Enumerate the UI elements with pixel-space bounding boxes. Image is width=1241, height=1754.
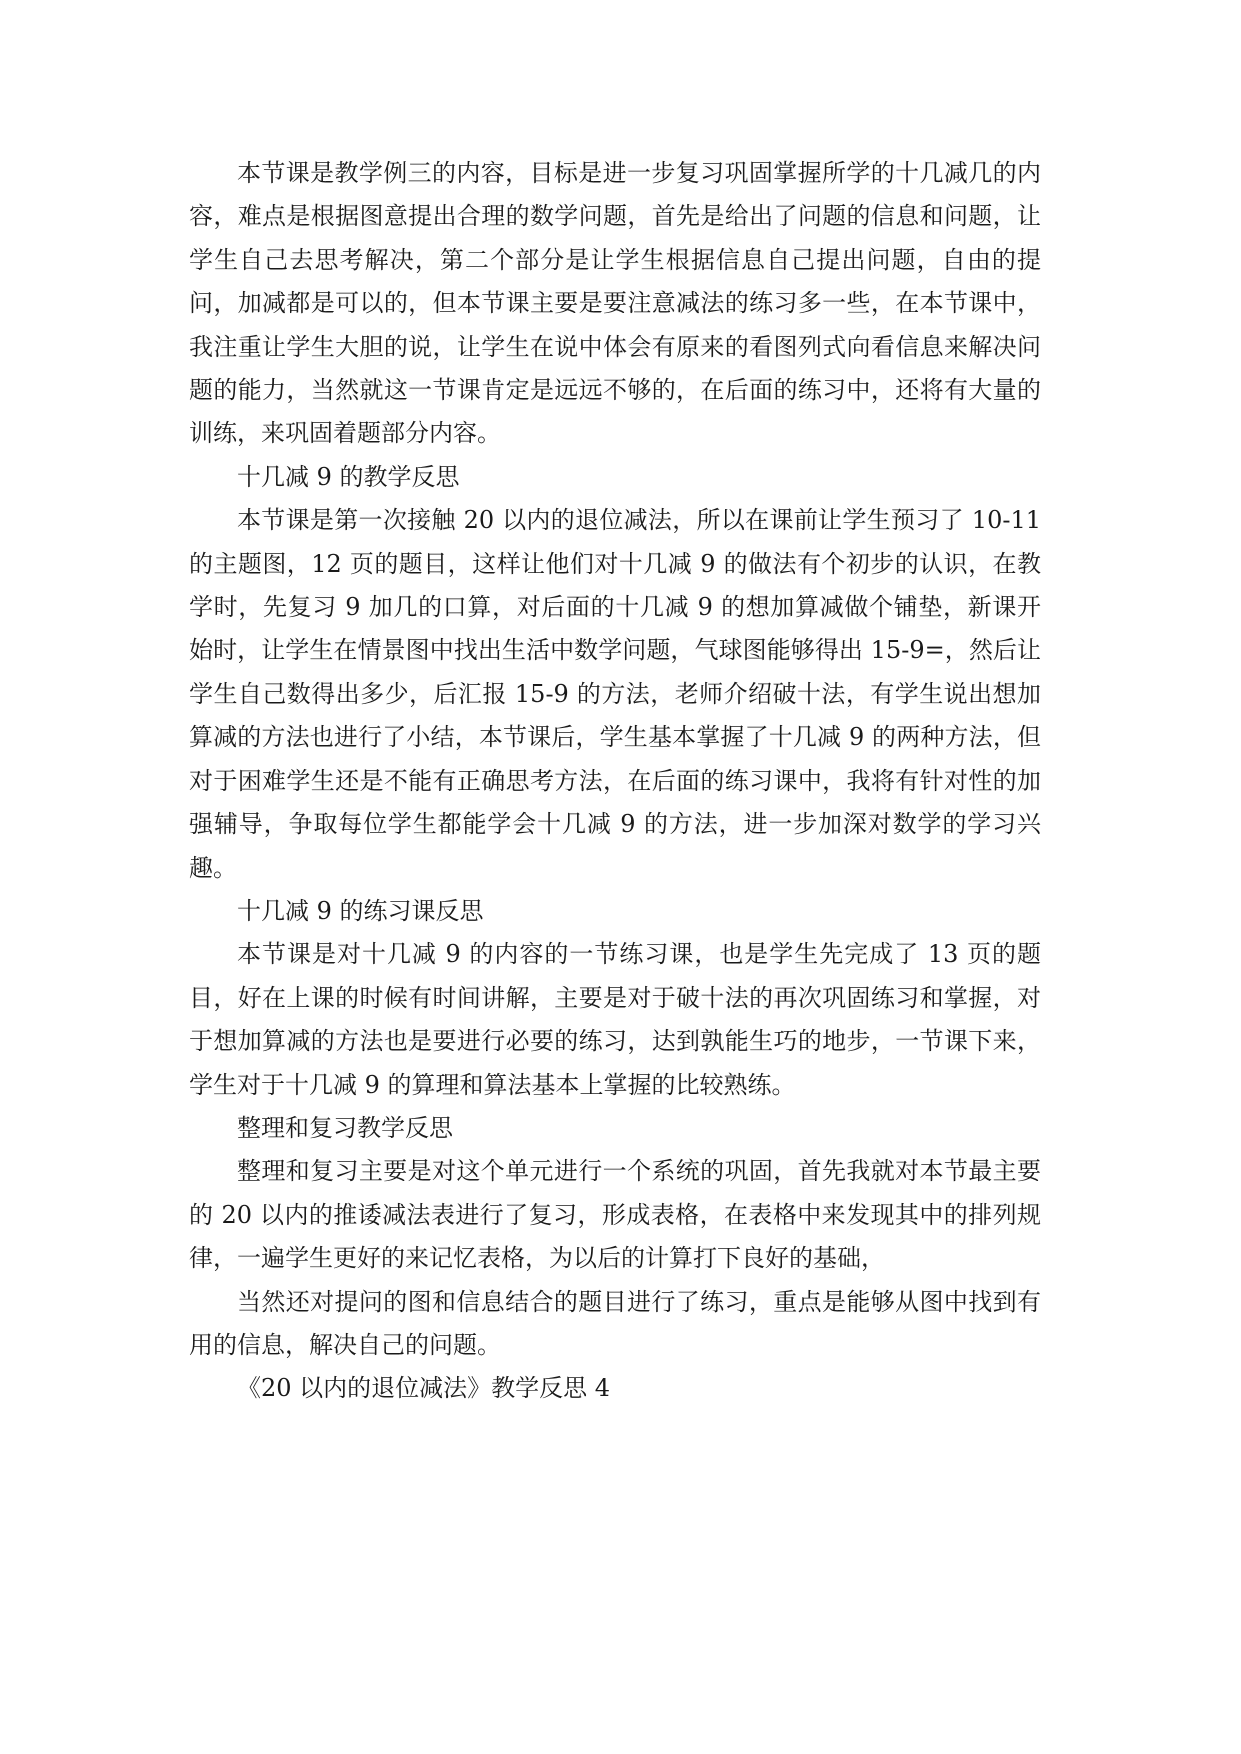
paragraph-teen-minus-nine-reflection: 本节课是第一次接触 20 以内的退位减法，所以在课前让学生预习了 10-11 的主题图，12 页的题目，这样让他们对十几减 9 的做法有个初步的认识，在教学时，先复习 9 加几的口算，对后面的十几减 9 的想加算减做个铺垫，新课开始时，让学生在情景图中找出生活中数学问题，气球图能够得出 15-9=，然后让学生自己数得出多少，后汇报 15-9 的方法，老师介绍破十法，有学生说出想加算减的方法也进行了小结，本节课后，学生基本掌握了十几减 9 的两种方法，但对于困难学生还是不能有正确思考方法，在后面的练习课中，我将有针对性的加强辅导，争取每位学生都能学会十几减 9 的方法，进一步加深对数学的学习兴趣。 (189, 506, 1041, 882)
heading-teen-minus-nine-reflection: 十几减 9 的教学反思 (237, 462, 460, 491)
heading-teen-minus-nine-practice-reflection: 十几减 9 的练习课反思 (237, 896, 484, 925)
heading-subtraction-within-twenty-reflection-4: 《20 以内的退位减法》教学反思 4 (237, 1374, 611, 1403)
document-page (189, 152, 1041, 1411)
heading-review-reflection: 整理和复习教学反思 (237, 1113, 453, 1142)
paragraph-lesson-example-three: 本节课是教学例三的内容，目标是进一步复习巩固掌握所学的十几减几的内容，难点是根据图意提出合理的数学问题，首先是给出了问题的信息和问题，让学生自己去思考解决，第二个部分是让学生根据信息自己提出问题，自由的提问，加减都是可以的，但本节课主要是要注意减法的练习多一些，在本节课中，我注重让学生大胆的说，让学生在说中体会有原来的看图列式向看信息来解决问题的能力，当然就这一节课肯定是远远不够的，在后面的练习中，还将有大量的训练，来巩固着题部分内容。 (189, 159, 1041, 448)
paragraph-review-reflection-continued: 当然还对提问的图和信息结合的题目进行了练习，重点是能够从图中找到有用的信息，解决自己的问题。 (189, 1287, 1041, 1359)
paragraph-review-reflection: 整理和复习主要是对这个单元进行一个系统的巩固，首先我就对本节最主要的 20 以内的推诿减法表进行了复习，形成表格，在表格中来发现其中的排列规律，一遍学生更好的来记忆表格，为以后的计算打下良好的基础， (189, 1157, 1041, 1273)
paragraph-teen-minus-nine-practice-reflection: 本节课是对十几减 9 的内容的一节练习课，也是学生先完成了 13 页的题目，好在上课的时候有时间讲解，主要是对于破十法的再次巩固练习和掌握，对于想加算减的方法也是要进行必要的练习，达到孰能生巧的地步，一节课下来，学生对于十几减 9 的算理和算法基本上掌握的比较熟练。 (189, 940, 1041, 1099)
